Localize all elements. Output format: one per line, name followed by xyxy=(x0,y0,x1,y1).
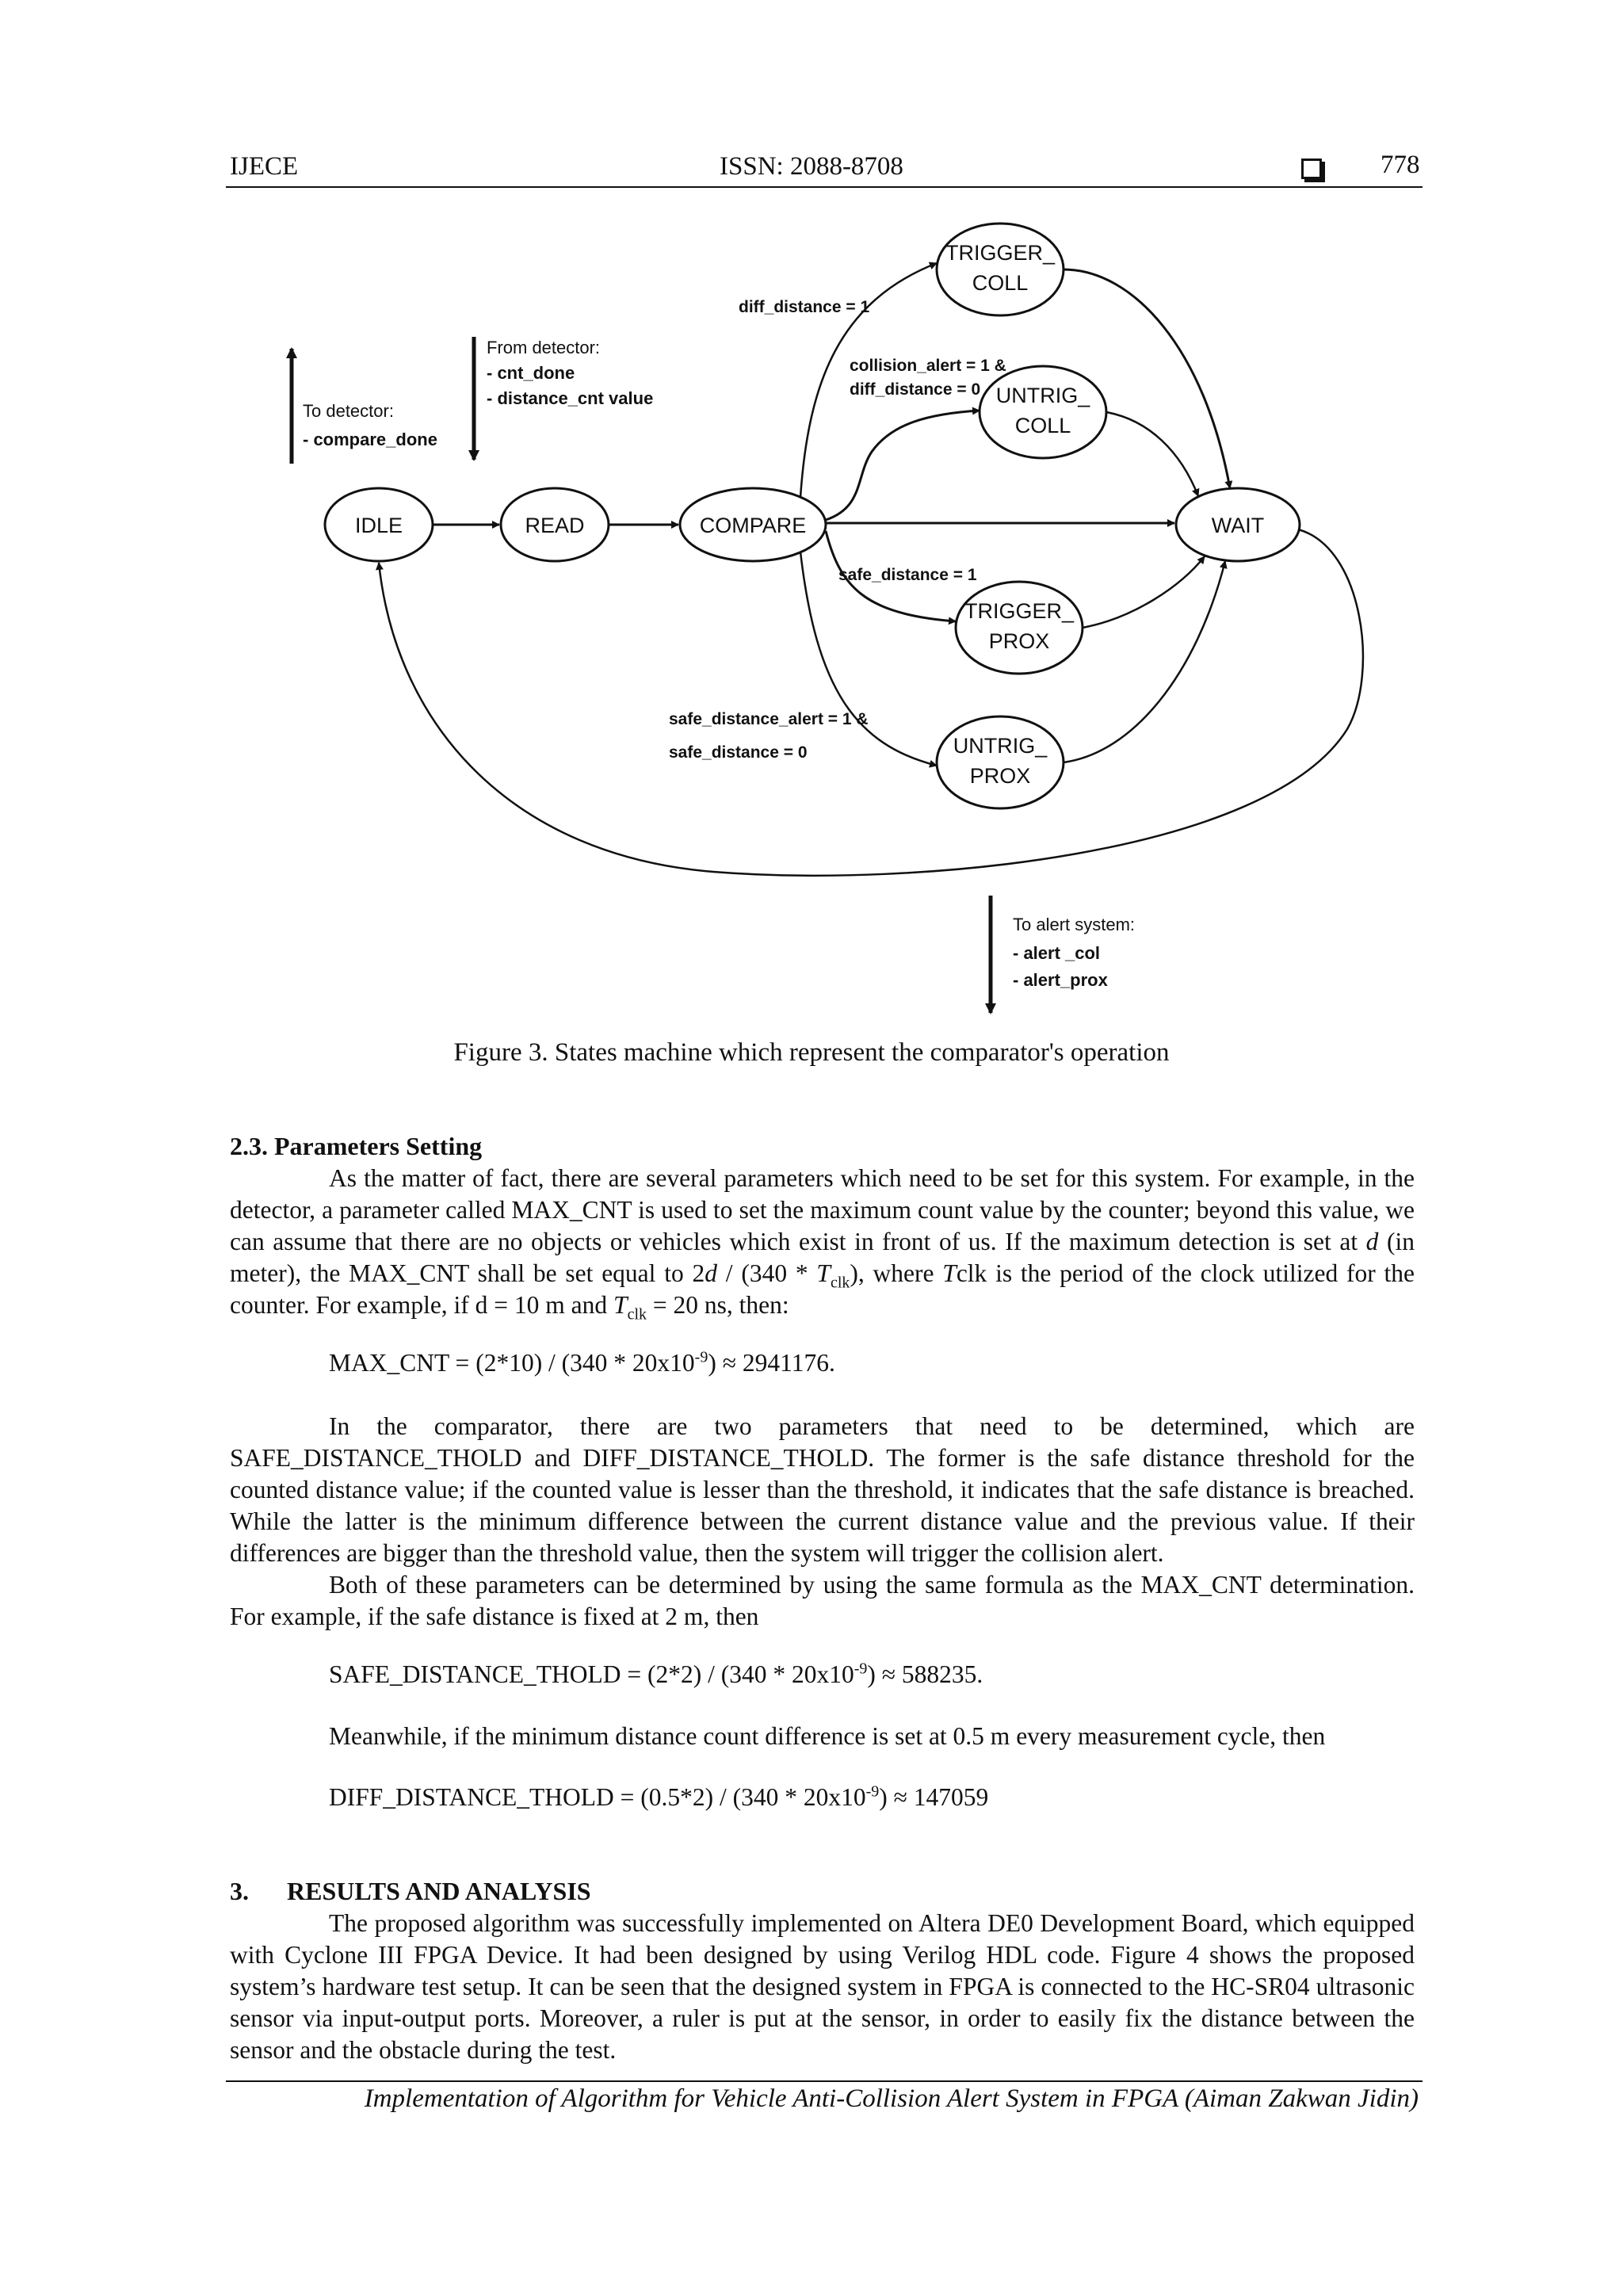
footer-rule xyxy=(226,2080,1423,2082)
p1-text-f: clk is the period of the clock utilized for the counter. For example, if d = 10 m and xyxy=(230,1259,1415,1319)
state-read-label: READ xyxy=(525,514,585,537)
p1-text-g: = 20 ns, then: xyxy=(647,1291,789,1319)
p1-var-t: T xyxy=(816,1259,831,1287)
p1-var-t3: T xyxy=(613,1291,628,1319)
to-alert-item-1: - alert _col xyxy=(1013,943,1101,963)
page-number: 778 xyxy=(1381,151,1420,179)
paragraph-2-3-4: Meanwhile, if the minimum distance count difference is set at 0.5 m every measurement cycle, then xyxy=(329,1722,1326,1750)
state-trigger-prox xyxy=(956,582,1083,674)
equation-safe-distance xyxy=(329,1660,983,1689)
eq1-text-b: ) ≈ 2941176. xyxy=(708,1349,835,1377)
to-detector-item: - compare_done xyxy=(303,430,437,449)
state-untrig-coll-label-1: UNTRIG_ xyxy=(995,384,1090,407)
state-machine-figure xyxy=(0,0,1623,1030)
paragraph-2-3-3: Both of these parameters can be determined by using the same formula as the MAX_CNT determination. For example, if the safe distance is fixed at 2 m, then xyxy=(230,1571,1415,1630)
equation-diff-distance xyxy=(329,1783,988,1812)
eq3-exponent: -9 xyxy=(865,1782,880,1801)
section-heading-3: 3. RESULTS AND ANALYSIS xyxy=(230,1877,591,1905)
paragraph-2-3-2: In the comparator, there are two parameters that need to be determined, which are SAFE_DISTANCE_THOLD and DIFF_DISTANCE_THOLD. The former is the safe distance threshold for the counted distance value; if the counted value is lesser than the threshold, it indicates that the safe distance is breached. While the latter is the minimum difference between the current distance value and the previous value. If their differences are bigger than the threshold value, then the system will trigger the collision alert. xyxy=(230,1412,1415,1567)
transition-diff-distance-label: diff_distance = 1 xyxy=(739,298,870,316)
p1-sub-clk: clk xyxy=(830,1274,850,1292)
from-detector-item-2: - distance_cnt value xyxy=(487,388,654,408)
state-idle-label: IDLE xyxy=(354,514,403,537)
figure-caption: Figure 3. States machine which represent the comparator's operation xyxy=(453,1038,1170,1067)
p1-text-b: (in meter), the MAX_CNT shall be set equal to 2 xyxy=(230,1228,1415,1287)
running-footer: Implementation of Algorithm for Vehicle Anti-Collision Alert System in FPGA (Aiman Zakwan Jidin) xyxy=(364,2084,1419,2113)
transition-safe-distance-label: safe_distance = 1 xyxy=(838,566,977,584)
state-untrig-prox-label-2: PROX xyxy=(969,764,1031,788)
equation-max-cnt xyxy=(329,1349,835,1377)
transition-collision-alert-label-2: diff_distance = 0 xyxy=(850,380,981,399)
state-trigger-coll-label-1: TRIGGER_ xyxy=(945,241,1056,265)
transition-safe-alert-label-1: safe_distance_alert = 1 & xyxy=(669,710,869,728)
paragraph-2-3-1 xyxy=(230,1163,1415,1324)
state-trigger-prox-label-2: PROX xyxy=(988,629,1050,653)
p1-text-c: / (340 * xyxy=(717,1259,817,1287)
p1-var-d2: d xyxy=(705,1259,717,1287)
p1-text-a: As the matter of fact, there are several parameters which need to be set for this system. For example, in the detector, a parameter called MAX_CNT is used to set the maximum count value by the counter; beyond this value, we can assume that there are no objects or vehicles which exist in front of us. If the maximum detection is set at xyxy=(230,1164,1415,1255)
p1-var-d: d xyxy=(1365,1228,1379,1255)
to-alert-title: To alert system: xyxy=(1013,915,1136,934)
state-trigger-coll xyxy=(937,223,1064,315)
from-detector-item-1: - cnt_done xyxy=(487,363,575,383)
eq2-text-a: SAFE_DISTANCE_THOLD = (2*2) / (340 * 20x10 xyxy=(329,1660,854,1688)
transition-safe-alert-label-2: safe_distance = 0 xyxy=(669,743,808,762)
p1-text-e: ), where xyxy=(850,1259,943,1287)
untrig-coll-to-wait-arrow xyxy=(1106,412,1198,496)
p1-var-t2: T xyxy=(942,1259,957,1287)
state-untrig-coll-label-2: COLL xyxy=(1014,414,1071,437)
state-untrig-prox xyxy=(937,716,1064,808)
eq2-exponent: -9 xyxy=(854,1660,868,1678)
state-untrig-prox-label-1: UNTRIG_ xyxy=(953,734,1048,758)
state-compare-label: COMPARE xyxy=(699,514,807,537)
eq1-text-a: MAX_CNT = (2*10) / (340 * 20x10 xyxy=(329,1349,695,1377)
section-heading-2-3: 2.3. Parameters Setting xyxy=(230,1132,483,1160)
state-trigger-prox-label-1: TRIGGER_ xyxy=(964,599,1075,623)
state-wait-label: WAIT xyxy=(1211,514,1265,537)
trigger-prox-to-wait-arrow xyxy=(1083,556,1205,628)
untrig-prox-to-wait-arrow xyxy=(1064,561,1225,762)
paragraph-3-1: The proposed algorithm was successfully implemented on Altera DE0 Development Board, which equipped with Cyclone III FPGA Device. It had been designed by using Verilog HDL code. Figure 4 shows the proposed system’s hardware test setup. It can be seen that the designed system in FPGA is connected to the HC-SR04 ultrasonic sensor via input-output ports. Moreover, a ruler is put at the sensor, in order to easily fix the distance between the sensor and the obstacle during the test. xyxy=(230,1909,1415,2064)
state-untrig-coll xyxy=(980,366,1106,458)
compare-to-untrig-coll-arrow xyxy=(826,411,980,520)
p1-sub-clk2: clk xyxy=(627,1305,647,1324)
journal-name: IJECE xyxy=(230,152,299,181)
eq2-text-b: ) ≈ 588235. xyxy=(867,1660,983,1688)
eq1-exponent: -9 xyxy=(694,1348,708,1366)
from-detector-title: From detector: xyxy=(487,338,601,357)
eq3-text-a: DIFF_DISTANCE_THOLD = (0.5*2) / (340 * 20x10 xyxy=(329,1783,866,1811)
transition-collision-alert-label-1: collision_alert = 1 & xyxy=(850,357,1006,375)
to-alert-item-2: - alert_prox xyxy=(1013,970,1108,990)
issn: ISSN: 2088-8708 xyxy=(720,152,903,181)
state-trigger-coll-label-2: COLL xyxy=(972,271,1029,295)
to-detector-title: To detector: xyxy=(303,401,394,421)
eq3-text-b: ) ≈ 147059 xyxy=(879,1783,989,1811)
